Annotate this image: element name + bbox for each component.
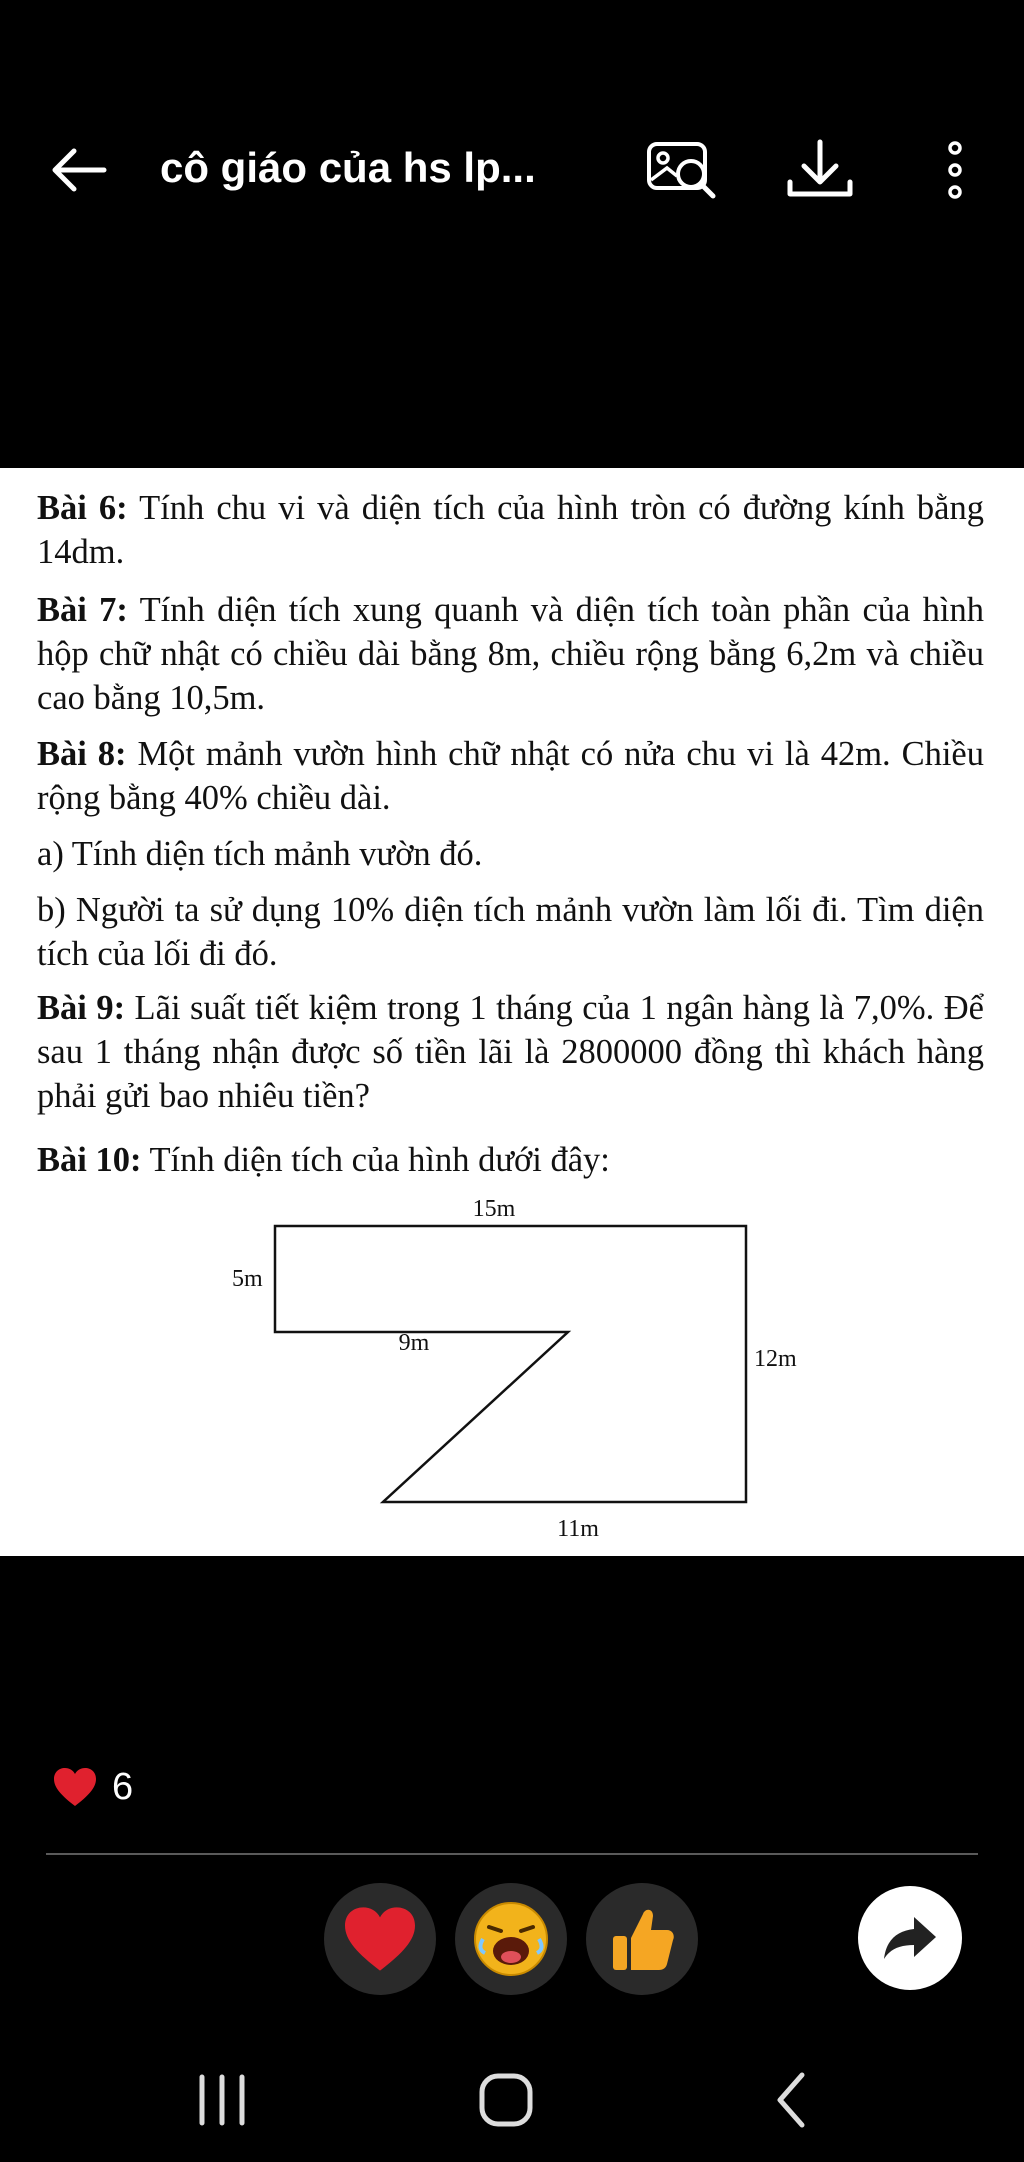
label-right: 12m	[754, 1346, 797, 1372]
label-bottom: 11m	[557, 1516, 599, 1542]
page-title: cô giáo của hs lp...	[160, 144, 536, 191]
heart-reaction-button[interactable]	[324, 1883, 436, 1995]
exercise-10: Bài 10: Tính diện tích của hình dưới đây:	[37, 1141, 610, 1179]
exercise-8b: b) Người ta sử dụng 10% diện tích mảnh vườn làm lối đi. Tìm diện tích của lối đi đó.	[37, 891, 984, 973]
exercise-8a: a) Tính diện tích mảnh vườn đó.	[37, 835, 483, 873]
image-search-icon[interactable]	[645, 138, 721, 202]
exercise-6: Bài 6: Tính chu vi và diện tích của hình tròn có đường kính bằng 14dm.	[37, 489, 984, 571]
back-arrow-icon[interactable]	[48, 145, 108, 195]
home-icon[interactable]	[466, 2065, 546, 2135]
figure-outline	[275, 1226, 746, 1502]
laugh-reaction-button[interactable]	[455, 1883, 567, 1995]
heart-icon	[341, 1904, 419, 1974]
top-bar	[0, 120, 1024, 220]
back-icon[interactable]	[752, 2065, 832, 2135]
download-icon[interactable]	[782, 138, 858, 202]
more-vertical-icon[interactable]	[930, 138, 980, 202]
like-count: 6	[112, 1765, 134, 1808]
label-left: 5m	[232, 1266, 263, 1292]
label-top: 15m	[472, 1196, 516, 1222]
thumbs-up-icon	[605, 1902, 679, 1976]
exercise-9: Bài 9: Lãi suất tiết kiệm trong 1 tháng của 1 ngân hàng là 7,0%. Để sau 1 tháng nhận được số tiền lãi là 2800000 đồng thì khách hàng phải gửi bao nhiêu tiền?	[37, 989, 985, 1115]
heart-icon	[52, 1766, 98, 1808]
thumbs-up-reaction-button[interactable]	[586, 1883, 698, 1995]
post-image[interactable]	[0, 468, 1024, 1556]
divider	[46, 1853, 978, 1855]
share-button[interactable]	[858, 1886, 962, 1990]
laughing-face-icon	[471, 1899, 551, 1979]
share-icon	[882, 1913, 938, 1963]
exercise-7: Bài 7: Tính diện tích xung quanh và diện tích toàn phần của hình hộp chữ nhật có chiều dài bằng 8m, chiều rộng bằng 6,2m và chiều cao bằng 10,5m.	[37, 591, 984, 717]
label-inner: 9m	[398, 1330, 430, 1356]
like-summary[interactable]	[52, 1762, 133, 1812]
geometry-figure	[0, 468, 1024, 1556]
exercise-8: Bài 8: Một mảnh vườn hình chữ nhật có nửa chu vi là 42m. Chiều rộng bằng 40% chiều dài.	[37, 735, 984, 817]
recent-apps-icon[interactable]	[182, 2065, 262, 2135]
